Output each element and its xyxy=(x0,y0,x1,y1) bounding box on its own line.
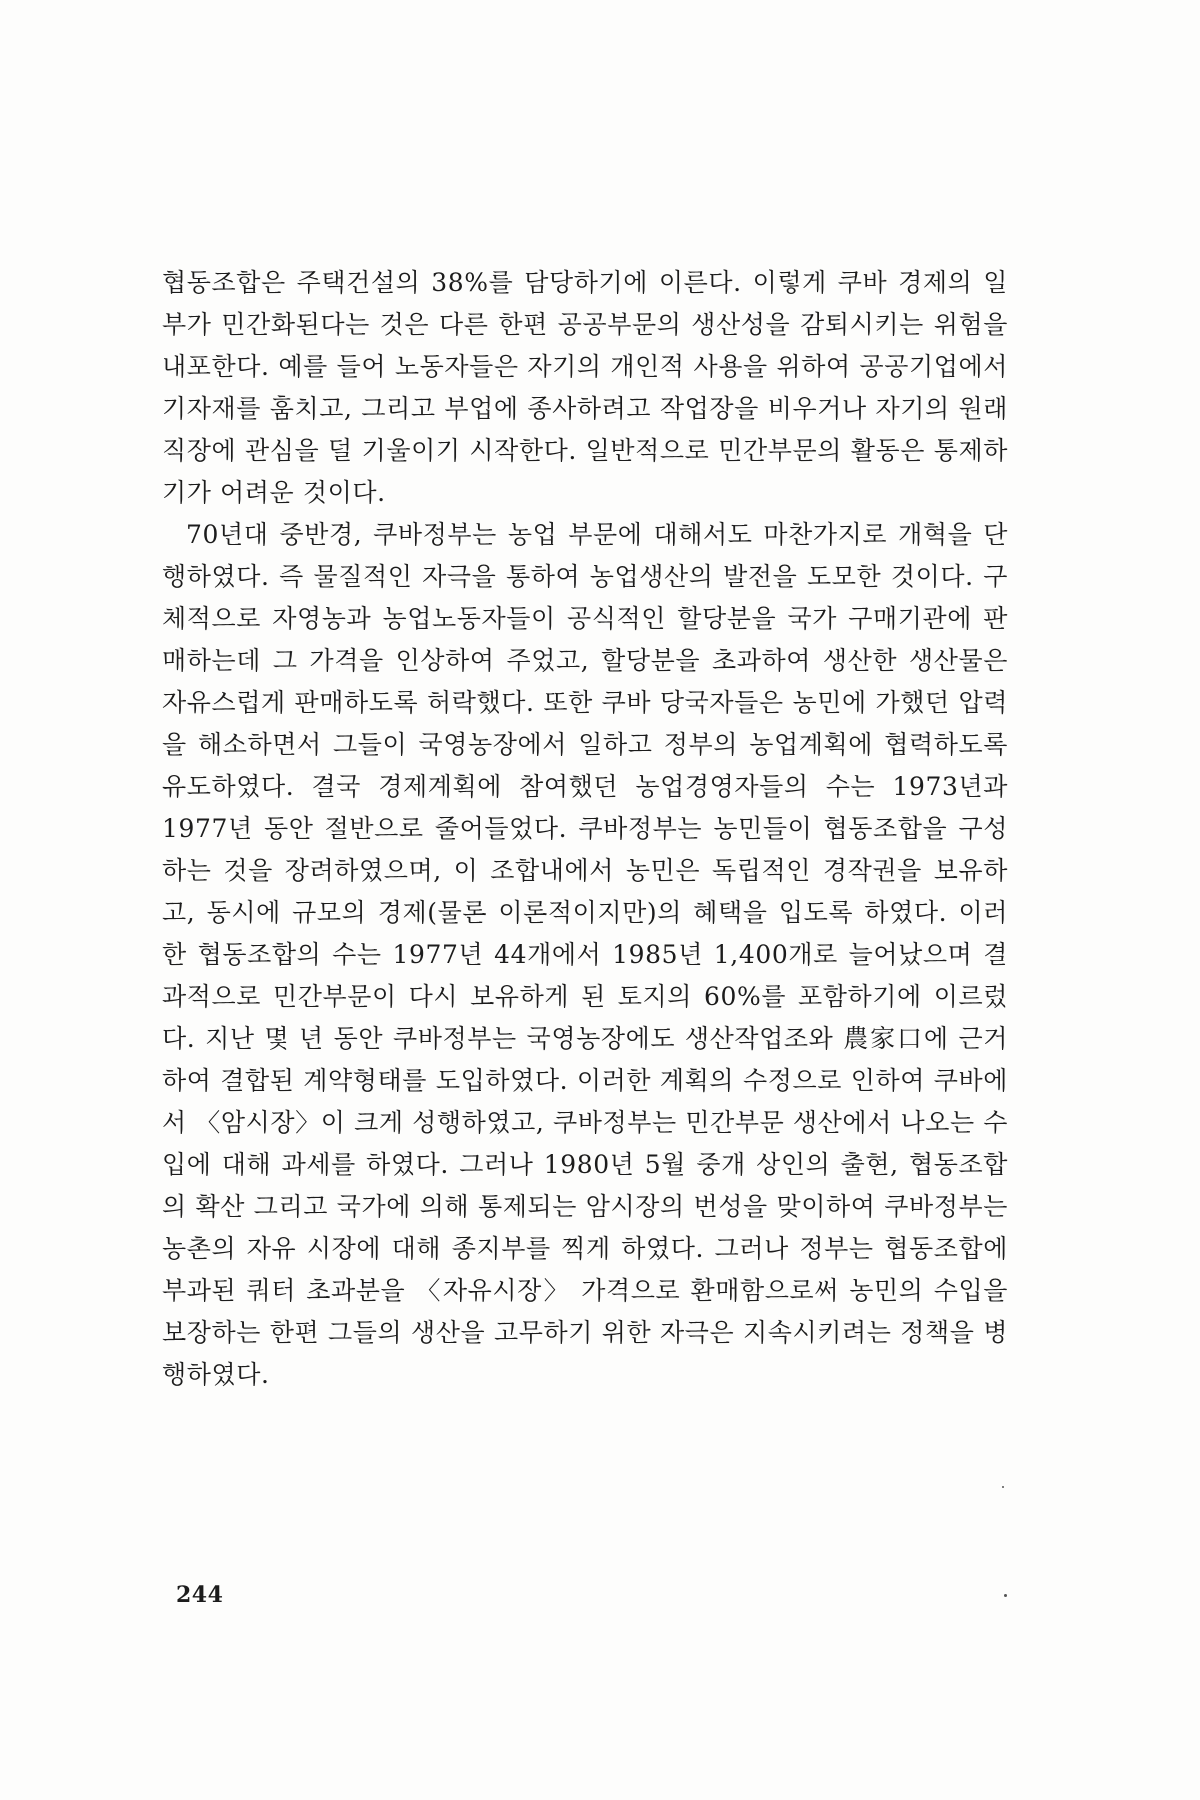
body-text xyxy=(162,262,1008,1396)
paragraph-1: 협동조합은 주택건설의 38%를 담당하기에 이른다. 이렇게 쿠바 경제의 일부가 민간화된다는 것은 다른 한편 공공부문의 생산성을 감퇴시키는 위험을 내포한다. 예를 들어 노동자들은 자기의 개인적 사용을 위하여 공공기업에서 기자재를 훔치고, 그리고 부업에 종사하려고 작업장을 비우거나 자기의 원래 직장에 관심을 덜 기울이기 시작한다. 일반적으로 민간부문의 활동은 통제하기가 어려운 것이다. xyxy=(162,268,1008,507)
paragraph-2: 70년대 중반경, 쿠바정부는 농업 부문에 대해서도 마찬가지로 개혁을 단행하였다. 즉 물질적인 자극을 통하여 농업생산의 발전을 도모한 것이다. 구체적으로 자영농과 농업노동자들이 공식적인 할당분을 국가 구매기관에 판매하는데 그 가격을 인상하여 주었고, 할당분을 초과하여 생산한 생산물은 자유스럽게 판매하도록 허락했다. 또한 쿠바 당국자들은 농민에 가했던 압력을 해소하면서 그들이 국영농장에서 일하고 정부의 농업계획에 협력하도록 유도하였다. 결국 경제계획에 참여했던 농업경영자들의 수는 1973년과 1977년 동안 절반으로 줄어들었다. 쿠바정부는 농민들이 협동조합을 구성하는 것을 장려하였으며, 이 조합내에서 농민은 독립적인 경작권을 보유하고, 동시에 규모의 경제(물론 이론적이지만)의 혜택을 입도록 하였다. 이러한 협동조합의 수는 1977년 44개에서 1985년 1,400개로 늘어났으며 결과적으로 민간부문이 다시 보유하게 된 토지의 60%를 포함하기에 이르렀다. 지난 몇 년 동안 쿠바정부는 국영농장에도 생산작업조와 農家口에 근거하여 결합된 계약형태를 도입하였다. 이러한 계획의 수정으로 인하여 쿠바에서 〈암시장〉이 크게 성행하였고, 쿠바정부는 민간부문 생산에서 나오는 수입에 대해 과세를 하였다. 그러나 1980년 5월 중개 상인의 출현, 협동조합의 확산 그리고 국가에 의해 통제되는 암시장의 번성을 맞이하여 쿠바정부는 농촌의 자유 시장에 대해 종지부를 찍게 하였다. 그러나 정부는 협동조합에 부과된 쿼터 초과분을 〈자유시장〉 가격으로 환매함으로써 농민의 수입을 보장하는 한편 그들의 생산을 고무하기 위한 자극은 지속시키려는 정책을 병행하였다. xyxy=(162,520,1008,1389)
page-number: 244 xyxy=(176,1582,224,1608)
scan-speck xyxy=(1002,1486,1004,1488)
scan-speck xyxy=(1004,1594,1007,1597)
